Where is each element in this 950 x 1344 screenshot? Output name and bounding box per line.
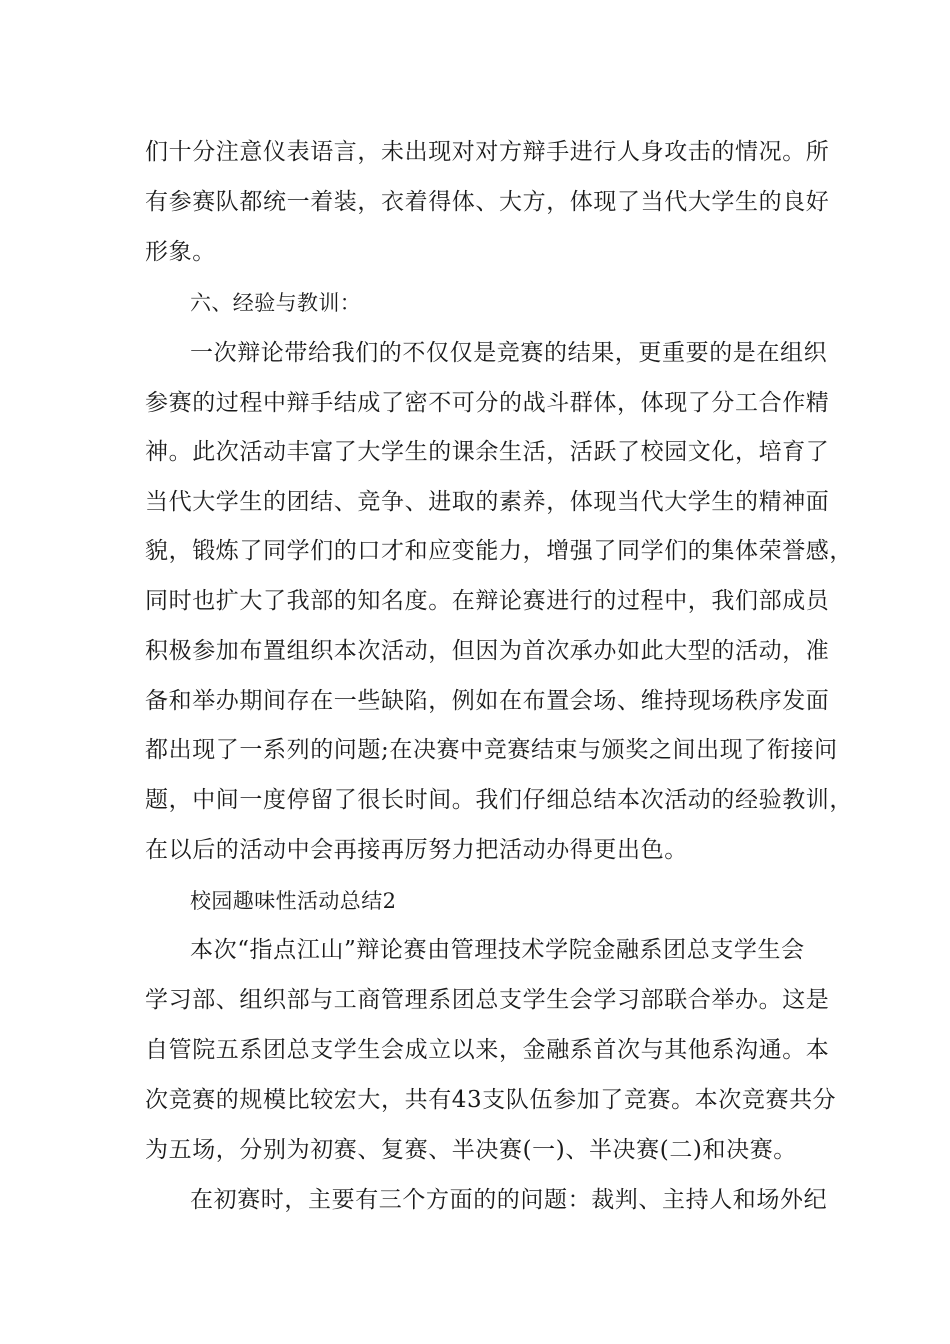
paragraph-line: 学习部、组织部与工商管理系团总支学生会学习部联合举办。这是 [145,987,830,1013]
paragraph-line: 形象。 [145,239,216,265]
paragraph-line: 参赛的过程中辩手结成了密不可分的战斗群体，体现了分工合作精 [145,390,830,416]
paragraph-line: 都出现了一系列的问题;在决赛中竞赛结束与颁奖之间出现了衔接问 [145,737,838,763]
article-title: 校园趣味性活动总结2 [190,889,397,913]
paragraph-line: 备和举办期间存在一些缺陷，例如在布置会场、维持现场秩序发面 [145,688,830,714]
paragraph-line: 一次辩论带给我们的不仅仅是竞赛的结果，更重要的是在组织 [190,340,828,366]
paragraph-line: 在初赛时，主要有三个方面的的问题：裁判、主持人和场外纪 [190,1187,828,1213]
paragraph-line: 有参赛队都统一着装，衣着得体、大方，体现了当代大学生的良好 [145,189,830,215]
paragraph-line: 当代大学生的团结、竞争、进取的素养，体现当代大学生的精神面 [145,489,830,515]
paragraph-line: 题，中间一度停留了很长时间。我们仔细总结本次活动的经验教训， [145,787,853,813]
paragraph-line: 同时也扩大了我部的知名度。在辩论赛进行的过程中，我们部成员 [145,588,830,614]
paragraph-line: 积极参加布置组织本次活动，但因为首次承办如此大型的活动，准 [145,638,830,664]
paragraph-line: 为五场，分别为初赛、复赛、半决赛(一)、半决赛(二)和决赛。 [145,1137,797,1163]
paragraph-line: 本次“指点江山”辩论赛由管理技术学院金融系团总支学生会 [190,937,805,963]
paragraph-line: 们十分注意仪表语言，未出现对对方辩手进行人身攻击的情况。所 [145,139,830,165]
section-heading: 六、经验与教训： [190,291,362,315]
paragraph-line: 貌，锻炼了同学们的口才和应变能力，增强了同学们的集体荣誉感， [145,538,853,564]
paragraph-line: 次竞赛的规模比较宏大，共有43支队伍参加了竞赛。本次竞赛共分 [145,1087,837,1113]
paragraph-line: 神。此次活动丰富了大学生的课余生活，活跃了校园文化，培育了 [145,439,830,465]
paragraph-line: 自管院五系团总支学生会成立以来，金融系首次与其他系沟通。本 [145,1037,830,1063]
paragraph-line: 在以后的活动中会再接再厉努力把活动办得更出色。 [145,837,688,863]
